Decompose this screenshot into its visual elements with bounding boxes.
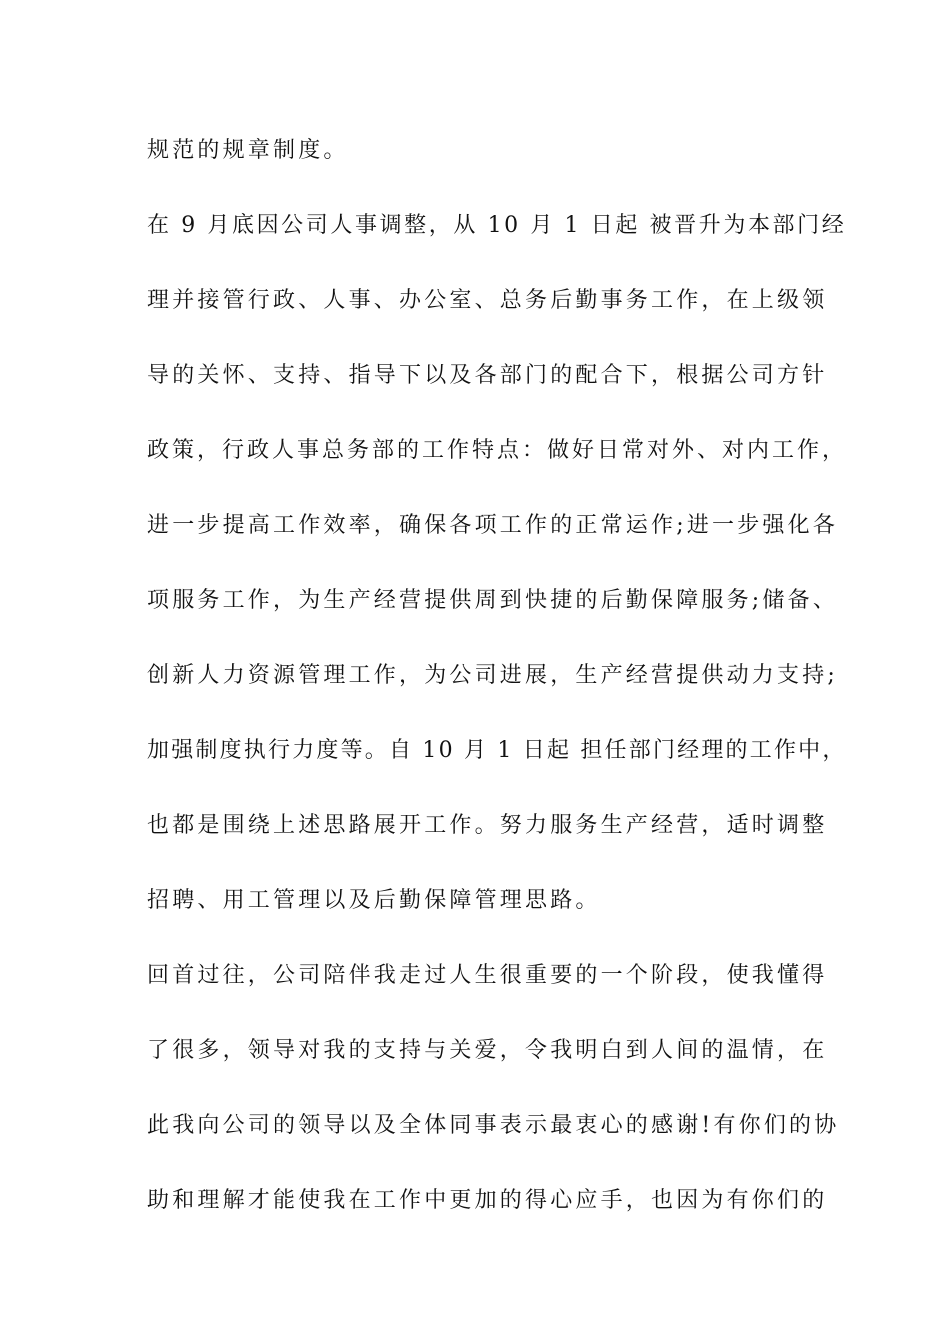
text-line: 项服务工作，为生产经营提供周到快捷的后勤保障服务;储备、: [147, 588, 839, 613]
text-line: 导的关怀、支持、指导下以及各部门的配合下，根据公司方针: [147, 363, 828, 388]
text-line: 了很多，领导对我的支持与关爱，令我明白到人间的温情，在: [147, 1038, 828, 1063]
text-line: 助和理解才能使我在工作中更加的得心应手，也因为有你们的: [147, 1188, 828, 1213]
text-line: 加强制度执行力度等。自 10 月 1 日起 担任部门经理的工作中，: [147, 738, 847, 763]
text-line: 进一步提高工作效率，确保各项工作的正常运作;进一步强化各: [147, 513, 839, 538]
text-line: 招聘、用工管理以及后勤保障管理思路。: [147, 888, 601, 913]
text-line: 理并接管行政、人事、办公室、总务后勤事务工作，在上级领: [147, 288, 828, 313]
text-line: 回首过往，公司陪伴我走过人生很重要的一个阶段，使我懂得: [147, 963, 828, 988]
text-line: 此我向公司的领导以及全体同事表示最衷心的感谢!有你们的协: [147, 1113, 840, 1138]
text-line: 也都是围绕上述思路展开工作。努力服务生产经营，适时调整: [147, 813, 828, 838]
text-line: 政策，行政人事总务部的工作特点：做好日常对外、对内工作，: [147, 438, 848, 463]
text-line: 创新人力资源管理工作，为公司进展，生产经营提供动力支持;: [147, 663, 839, 688]
text-line: 在 9 月底因公司人事调整，从 10 月 1 日起 被晋升为本部门经: [147, 213, 847, 238]
text-line: 规范的规章制度。: [147, 138, 349, 163]
